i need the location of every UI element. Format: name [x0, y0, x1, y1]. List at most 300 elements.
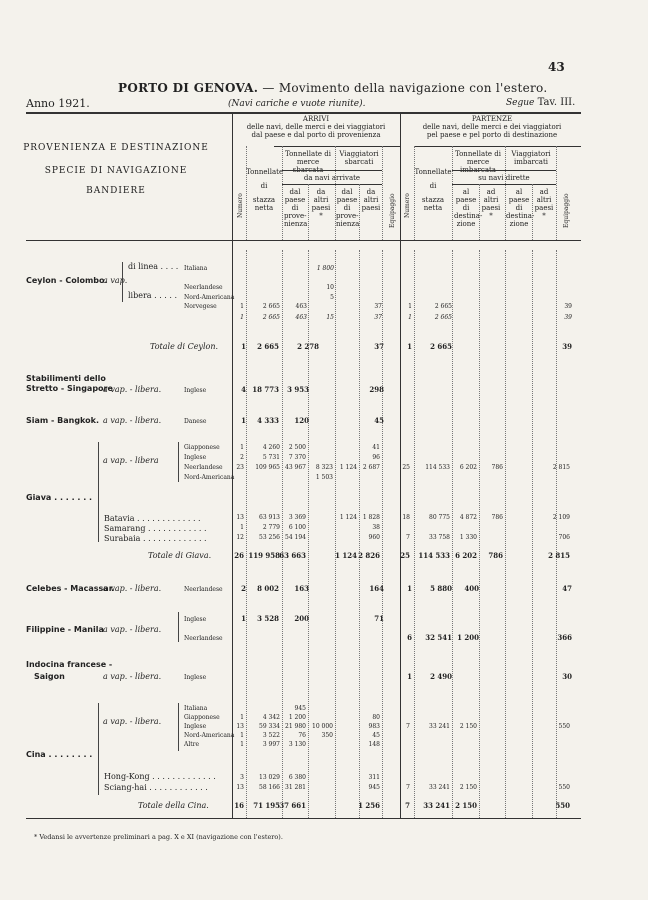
- partenze-desc2: pel paese e pel porto di destinazione: [426, 131, 558, 139]
- giava-p2-cell-1: 2 779: [262, 524, 280, 531]
- filippine-flag-1: Inglese: [184, 616, 207, 623]
- cina-c3-cell-2: 21 980: [285, 723, 306, 730]
- celebes-vap: a vap. - libera.: [103, 584, 162, 593]
- giava-flag-4: Nord-Americana: [184, 474, 235, 481]
- giava-g3-cell-1: 109 965: [255, 464, 280, 471]
- arrivi-title: ARRIVI: [302, 115, 330, 123]
- giava-p3-cell-7: 33 758: [429, 534, 450, 541]
- ceylon-flag-3: Nord-Americana: [184, 294, 235, 301]
- giava-g3-cell-11: 2 815: [552, 464, 570, 471]
- ceylon-total-pton: 2 665: [430, 342, 452, 351]
- ceylon-sum-other: 15: [326, 314, 334, 321]
- partenze-sub4-b: altri: [536, 196, 552, 204]
- ceylon-total-merci: 2 278: [297, 342, 319, 351]
- table-bottom-rule: [26, 818, 581, 819]
- giava-p2-cell-5: 38: [372, 524, 380, 531]
- filippine-peq: 366: [557, 633, 572, 642]
- celebes-pmerci: 400: [464, 584, 479, 593]
- cina-c5-cell-1: 3 997: [262, 741, 280, 748]
- arrivi-sub2: [310, 188, 332, 220]
- stretto-vap: a vap. - libera.: [103, 385, 162, 394]
- cina-c4-cell-1: 3 522: [262, 732, 280, 739]
- page-title: [118, 81, 548, 95]
- ceylon-nor-peq: 39: [564, 303, 572, 310]
- giava-g3-cell-8: 6 202: [459, 464, 477, 471]
- ceylon-nord-value: 5: [330, 294, 334, 301]
- arrivi-sub1-e: nienza: [284, 220, 308, 228]
- cina-c4-cell-5: 45: [372, 732, 380, 739]
- cina-c3-cell-0: 13: [236, 723, 244, 730]
- arrivi-equip-label: Equipaggio: [389, 193, 396, 228]
- partenze-sub3-b: paese: [508, 196, 530, 204]
- table-label: [506, 97, 575, 108]
- giava-p1-cell-1: 63 913: [259, 514, 280, 521]
- stretto-num: 4: [241, 385, 246, 394]
- cina-p2-cell-6: 7: [406, 784, 410, 791]
- ceylon-linea: di linea . . . .: [128, 262, 179, 271]
- ceylon-nor-pton: 2 665: [434, 303, 452, 310]
- giava-g3-cell-9: 786: [491, 464, 503, 471]
- cina-t-cell-11: 550: [555, 801, 570, 810]
- ceylon-it-value: 1 800: [316, 265, 334, 272]
- giava-g4-cell-3: 1 503: [315, 474, 333, 481]
- subtitle: (Navi cariche e vuote riunite).: [228, 99, 366, 109]
- cina-outer-brace: [98, 703, 103, 795]
- arrivi-sub4: [360, 188, 382, 212]
- cina-p2-cell-1: 58 166: [259, 784, 280, 791]
- giava-t-cell-0: 26: [234, 551, 244, 560]
- ceylon-flag-1: Italiana: [184, 265, 208, 272]
- filippine-flag-2: Neerlandese: [184, 635, 223, 642]
- cina-flag-5: Altre: [184, 741, 200, 748]
- title-rest: — Movimento della navigazione con l'estero.: [262, 81, 548, 95]
- partenze-sub3-a: al: [515, 188, 523, 196]
- cina-flag-4: Nord-Americana: [184, 732, 235, 739]
- giava-g3-cell-4: 1 124: [339, 464, 357, 471]
- cina-c2-cell-2: 1 200: [288, 714, 306, 721]
- partenze-sub4-c: paesi: [534, 204, 554, 212]
- giava-g3-cell-3: 8 323: [315, 464, 333, 471]
- giava-p1-cell-6: 18: [402, 514, 410, 521]
- ceylon-nor-ton: 2 665: [262, 303, 280, 310]
- arrivi-vsep4: [335, 146, 336, 240]
- partenze-sub1-b: paese: [455, 196, 477, 204]
- body-guide-4: [335, 250, 336, 818]
- arrivi-vsep6: [382, 146, 383, 240]
- cina-c4-cell-3: 350: [321, 732, 333, 739]
- giava-port-2: Samarang . . . . . . . . . . . .: [104, 524, 207, 533]
- cina-c3-cell-5: 983: [368, 723, 380, 730]
- cina-name-label: Cina: [26, 750, 46, 759]
- partenze-tonnellate: Tonnellate: [414, 168, 452, 176]
- ceylon-neer-value: 10: [326, 284, 334, 291]
- partenze-sub1-d: destina-: [454, 212, 483, 220]
- arrivi-sub1-b: paese: [284, 196, 306, 204]
- giava-p3-cell-2: 54 194: [285, 534, 306, 541]
- ceylon-flag-4: Norvegese: [184, 303, 217, 310]
- cina-p1-cell-0: 3: [240, 774, 244, 781]
- title-main: PORTO DI GENOVA.: [118, 81, 259, 95]
- cina-c3-cell-1: 59 334: [259, 723, 280, 730]
- giava-port-3: Surabaia . . . . . . . . . . . . .: [104, 534, 207, 543]
- giava-port-1: Batavia . . . . . . . . . . . . .: [104, 514, 201, 523]
- arrivi-sub4-c: paesi: [361, 204, 381, 212]
- partenze-merci-head: Tonnellate di merce imbarcata: [454, 150, 502, 174]
- partenze-title: PARTENZE: [471, 115, 513, 123]
- partenze-vsep6: [556, 146, 557, 240]
- body-guide-11: [532, 250, 533, 818]
- partenze-sub3-c: di: [515, 204, 523, 212]
- giava-t-cell-4: 1 124: [335, 551, 357, 560]
- arrivi-sub-rule: [282, 184, 382, 185]
- ceylon-sum-eq: 37: [374, 314, 382, 321]
- arrivi-da-navi-rule: [282, 170, 382, 171]
- partenze-di: di: [429, 182, 437, 190]
- arrivi-sub3-c: di: [343, 204, 351, 212]
- partenze-sub1-e: zione: [456, 220, 476, 228]
- cina-c3-cell-11: 550: [558, 723, 570, 730]
- ceylon-total-label: Totale di Ceylon.: [150, 342, 219, 351]
- footnote: * Vedansi le avvertenze preliminari a pag. X e XI (navigazione con l'estero).: [34, 833, 283, 841]
- celebes-num: 2: [241, 584, 246, 593]
- giava-g1-cell-0: 1: [240, 444, 244, 451]
- partenze-sub1: [454, 188, 483, 228]
- celebes-eq: 164: [369, 584, 384, 593]
- ceylon-libera-label: libera: [128, 291, 152, 300]
- partenze-vsep4: [505, 146, 506, 240]
- arrivi-desc2: dal paese e dal porto di provenienza: [251, 131, 381, 139]
- cina-p2-cell-8: 2 150: [459, 784, 477, 791]
- giava-p1-cell-11: 2 109: [552, 514, 570, 521]
- cina-t-cell-7: 33 241: [423, 801, 450, 810]
- indocina-name-1: Indocina francese -: [26, 660, 113, 669]
- giava-t-cell-11: 2 815: [548, 551, 570, 560]
- giava-t-cell-6: 25: [400, 551, 410, 560]
- indocina-pnum: 1: [407, 672, 412, 681]
- giava-p1-cell-0: 13: [236, 514, 244, 521]
- arrivi-vsep5: [359, 184, 360, 240]
- cina-brace: [178, 703, 183, 751]
- indocina-flag: Inglese: [184, 674, 207, 681]
- ceylon-total-peq: 39: [562, 342, 572, 351]
- partenze-sub2: [480, 188, 502, 220]
- body-guide-1: [246, 250, 247, 818]
- body-guide-7: [414, 250, 415, 818]
- year-label: Anno 1921.: [26, 97, 90, 110]
- giava-g2-cell-0: 2: [240, 454, 244, 461]
- giava-p1-cell-8: 4 872: [459, 514, 477, 521]
- cina-p2-cell-11: 550: [558, 784, 570, 791]
- cina-p1-cell-5: 311: [368, 774, 380, 781]
- giava-brace: [178, 442, 183, 482]
- giava-g3-cell-0: 23: [236, 464, 244, 471]
- partenze-sub2-b: altri: [483, 196, 499, 204]
- cina-port-2-label: Sciang-hai: [104, 783, 147, 792]
- cina-p2-cell-2: 31 281: [285, 784, 306, 791]
- arrivi-sub4-b: altri: [363, 196, 379, 204]
- celebes-pnum: 1: [407, 584, 412, 593]
- left-header-1: PROVENIENZA E DESTINAZIONE: [23, 143, 209, 153]
- cina-port-1-label: Hong-Kong: [104, 772, 150, 781]
- cina-flag-3: Inglese: [184, 723, 207, 730]
- giava-total-label: Totale di Giava.: [148, 551, 212, 560]
- celebes-peq: 47: [562, 584, 572, 593]
- cina-p2-cell-7: 33 241: [429, 784, 450, 791]
- giava-p3-cell-6: 7: [406, 534, 410, 541]
- giava-t-cell-7: 114 533: [418, 551, 450, 560]
- cina-c4-cell-0: 1: [240, 732, 244, 739]
- celebes-pton: 5 880: [430, 584, 452, 593]
- stretto-name-2: Stretto - Singapore: [26, 384, 113, 393]
- ceylon-sum-num: 1: [240, 314, 244, 321]
- giava-g1-cell-2: 2 500: [288, 444, 306, 451]
- ceylon-sum-peq: 39: [564, 314, 572, 321]
- filippine-num: 1: [241, 614, 246, 623]
- indocina-pton: 2 490: [430, 672, 452, 681]
- celebes-merci: 163: [294, 584, 309, 593]
- giava-t-cell-8: 6 202: [455, 551, 477, 560]
- giava-g2-cell-5: 96: [372, 454, 380, 461]
- giava-name-label: Giava: [26, 493, 52, 502]
- arrivi-sub3: [336, 188, 358, 228]
- stretto-eq: 298: [369, 385, 384, 394]
- siam-num: 1: [241, 416, 246, 425]
- giava-t-cell-5: 2 826: [358, 551, 380, 560]
- partenze-stazza: stazza netta: [421, 196, 445, 212]
- partenze-viagg-head: Viaggiatori imbarcati: [511, 150, 551, 166]
- cina-t-cell-5: 1 256: [358, 801, 380, 810]
- cina-port-1: Hong-Kong . . . . . . . . . . . . .: [104, 772, 216, 781]
- giava-g2-cell-1: 5 731: [262, 454, 280, 461]
- giava-flag-3: Neerlandese: [184, 464, 223, 471]
- arrivi-sub3-a: dal: [341, 188, 353, 196]
- cina-p1-cell-1: 13 029: [259, 774, 280, 781]
- partenze-vsep2: [452, 146, 453, 240]
- arrivi-viagg-head: Viaggiatori sbarcati: [339, 150, 379, 166]
- partenze-sub2-d: *: [489, 212, 493, 220]
- giava-g2-cell-2: 7 370: [288, 454, 306, 461]
- cina-c2-cell-1: 4 342: [262, 714, 280, 721]
- giava-t-cell-9: 786: [488, 551, 503, 560]
- partenze-numero-label: Numero: [404, 193, 411, 218]
- partenze-sub2-c: paesi: [481, 204, 501, 212]
- cina-c2-cell-5: 80: [372, 714, 380, 721]
- giava-p1-cell-9: 786: [491, 514, 503, 521]
- partenze-desc1: delle navi, delle merci e dei viaggiatori: [422, 123, 562, 131]
- siam-name: Siam - Bangkok.: [26, 416, 100, 425]
- ceylon-brace: [122, 262, 127, 302]
- arrivi-sub4-a: da: [366, 188, 376, 196]
- ceylon-nor-merci: 463: [295, 303, 307, 310]
- ceylon-sum-pnum: 1: [408, 314, 412, 321]
- siam-flag: Danese: [184, 418, 207, 425]
- arrivi-merci-head: Tonnellate di merce sbarcata: [284, 150, 332, 174]
- partenze-sub4-d: *: [542, 212, 546, 220]
- cina-t-cell-0: 16: [234, 801, 244, 810]
- ceylon-flag-2: Neerlandese: [184, 284, 223, 291]
- giava-p1-cell-7: 80 775: [429, 514, 450, 521]
- ceylon-nor-pnum: 1: [408, 303, 412, 310]
- indocina-name-2: Saigon: [34, 672, 65, 681]
- ceylon-name: Ceylon - Colombo.: [26, 276, 108, 285]
- arrivi-sub2-a: da: [316, 188, 326, 196]
- arrivi-vsep3: [308, 184, 309, 240]
- giava-port-1-label: Batavia: [104, 514, 135, 523]
- partenze-sub3: [506, 188, 535, 228]
- giava-p2-cell-2: 6 100: [288, 524, 306, 531]
- arrivi-da-navi: da navi arrivate: [303, 174, 361, 182]
- cina-c3-cell-3: 10 000: [312, 723, 333, 730]
- filippine-pnum: 6: [407, 633, 412, 642]
- partenze-vsep3: [479, 184, 480, 240]
- giava-g3-cell-6: 25: [402, 464, 410, 471]
- cina-c3-cell-8: 2 150: [459, 723, 477, 730]
- partenze-sub-rule: [452, 184, 556, 185]
- body-guide-10: [505, 250, 506, 818]
- ceylon-vap: a vap.: [103, 276, 128, 285]
- cina-c5-cell-5: 148: [368, 741, 380, 748]
- left-header-2: SPECIE DI NAVIGAZIONE: [44, 166, 188, 176]
- celebes-ton: 8 002: [257, 584, 279, 593]
- partenze-sub3-d: destina-: [506, 212, 535, 220]
- ceylon-linea-label: di linea: [128, 262, 158, 271]
- arrivi-di: di: [260, 182, 268, 190]
- giava-vap: a vap. - libera: [103, 456, 159, 465]
- arrivi-sub1-d: prove-: [284, 212, 307, 220]
- arrivi-sub2-b: altri: [313, 196, 329, 204]
- partenze-sub1-c: di: [462, 204, 470, 212]
- partenze-sub1-a: al: [462, 188, 470, 196]
- arrivi-vsep2: [282, 146, 283, 240]
- cina-p1-cell-2: 6 380: [288, 774, 306, 781]
- indocina-vap: a vap. - libera.: [103, 672, 162, 681]
- giava-port-2-label: Samarang: [104, 524, 146, 533]
- cina-t-cell-2: 37 661: [279, 801, 306, 810]
- giava-g3-cell-5: 2 687: [362, 464, 380, 471]
- giava-g3-cell-7: 114 533: [425, 464, 450, 471]
- ceylon-total-num: 1: [241, 342, 246, 351]
- filippine-pmerci: 1 200: [457, 633, 479, 642]
- ceylon-total-eq: 37: [374, 342, 384, 351]
- giava-flag-2: Inglese: [184, 454, 207, 461]
- arrivi-sub3-e: nienza: [336, 220, 360, 228]
- giava-t-cell-2: 63 663: [279, 551, 306, 560]
- ceylon-sum-pton: 2 665: [434, 314, 452, 321]
- siam-eq: 45: [374, 416, 384, 425]
- cina-c3-cell-6: 7: [406, 723, 410, 730]
- filippine-brace: [178, 612, 183, 642]
- partenze-da-navi-rule: [452, 170, 556, 171]
- continue-label: Segue: [506, 98, 535, 108]
- giava-p3-cell-5: 960: [368, 534, 380, 541]
- partenze-da-navi: su navi dirette: [478, 174, 530, 182]
- arrivi-vsep1: [246, 146, 247, 240]
- cina-c4-cell-2: 76: [298, 732, 306, 739]
- giava-outer-brace: [98, 442, 103, 542]
- stretto-ton: 18 773: [252, 385, 279, 394]
- giava-p3-cell-8: 1 330: [459, 534, 477, 541]
- stretto-flag: Inglese: [184, 387, 207, 394]
- cina-c5-cell-0: 1: [240, 741, 244, 748]
- filippine-eq: 71: [374, 614, 384, 623]
- partenze-sub2-a: ad: [486, 188, 496, 196]
- cina-port-2: Sciang-hai . . . . . . . . . . . .: [104, 783, 208, 792]
- partenze-vsep1: [414, 146, 415, 240]
- partenze-sub3-e: zione: [509, 220, 529, 228]
- partenze-equip-label: Equipaggio: [563, 193, 570, 228]
- indocina-peq: 30: [562, 672, 572, 681]
- cina-vap: a vap. - libera.: [103, 717, 162, 726]
- cina-name: Cina . . . . . . . .: [26, 750, 93, 759]
- stretto-name-1: Stabilimenti dello: [26, 374, 106, 383]
- giava-g1-cell-1: 4 260: [262, 444, 280, 451]
- filippine-merci: 200: [294, 614, 309, 623]
- filippine-ton: 3 528: [257, 614, 279, 623]
- siam-vap: a vap. - libera.: [103, 416, 162, 425]
- cina-total-label: Totale della Cina.: [138, 801, 209, 810]
- filippine-pton: 32 541: [425, 633, 452, 642]
- arrivi-sub3-b: paese: [336, 196, 358, 204]
- page-number: 43: [548, 60, 565, 74]
- giava-p3-cell-1: 53 256: [259, 534, 280, 541]
- partenze-vsep5: [532, 184, 533, 240]
- table-number: Tav. III.: [537, 97, 576, 108]
- cina-p2-cell-5: 945: [368, 784, 380, 791]
- partenze-sub4: [533, 188, 555, 220]
- cina-t-cell-8: 2 150: [455, 801, 477, 810]
- cina-t-cell-1: 71 195: [253, 801, 280, 810]
- cina-c3-cell-7: 33 241: [429, 723, 450, 730]
- arrivi-desc1: delle navi, delle merci e dei viaggiatori: [246, 123, 386, 131]
- cina-c1-cell-2: 945: [294, 705, 306, 712]
- cina-t-cell-6: 7: [405, 801, 410, 810]
- giava-p1-cell-2: 3 369: [288, 514, 306, 521]
- arrivi-numero-label: Numero: [237, 193, 244, 218]
- filippine-name: Filippine - Manila: [26, 625, 104, 634]
- arrivi-sub2-c: paesi: [311, 204, 331, 212]
- siam-ton: 4 333: [257, 416, 279, 425]
- giava-g3-cell-2: 43 967: [285, 464, 306, 471]
- cina-flag-1: Italiana: [184, 705, 208, 712]
- giava-p1-cell-4: 1 124: [339, 514, 357, 521]
- table-top-rule: [26, 112, 581, 114]
- filippine-vap: a vap. - libera.: [103, 625, 162, 634]
- giava-name: Giava . . . . . . .: [26, 493, 93, 502]
- ceylon-nor-eq: 37: [374, 303, 382, 310]
- celebes-flag: Neerlandese: [184, 586, 223, 593]
- body-guide-9: [479, 250, 480, 818]
- arrivi-tonnellate: Tonnellate: [246, 168, 284, 176]
- ceylon-nor-num: 1: [240, 303, 244, 310]
- stretto-merci: 3 953: [287, 385, 309, 394]
- celebes-name: Celebes - Macassar.: [26, 584, 115, 593]
- arrivi-sub2-d: *: [319, 212, 323, 220]
- arrivi-sub1-c: di: [291, 204, 299, 212]
- ceylon-libera: libera . . . . .: [128, 291, 178, 300]
- arrivi-stazza: stazza netta: [252, 196, 276, 212]
- cina-c5-cell-2: 3 130: [288, 741, 306, 748]
- header-bottom-rule: [26, 240, 581, 241]
- giava-t-cell-1: 119 958: [248, 551, 280, 560]
- giava-p1-cell-5: 1 828: [362, 514, 380, 521]
- giava-port-3-label: Surabaia: [104, 534, 141, 543]
- ceylon-total-ton: 2 665: [257, 342, 279, 351]
- giava-g1-cell-5: 41: [372, 444, 380, 451]
- giava-p3-cell-0: 12: [236, 534, 244, 541]
- giava-flag-1: Giapponese: [184, 444, 220, 451]
- siam-merci: 120: [294, 416, 309, 425]
- partenze-sub4-a: ad: [539, 188, 549, 196]
